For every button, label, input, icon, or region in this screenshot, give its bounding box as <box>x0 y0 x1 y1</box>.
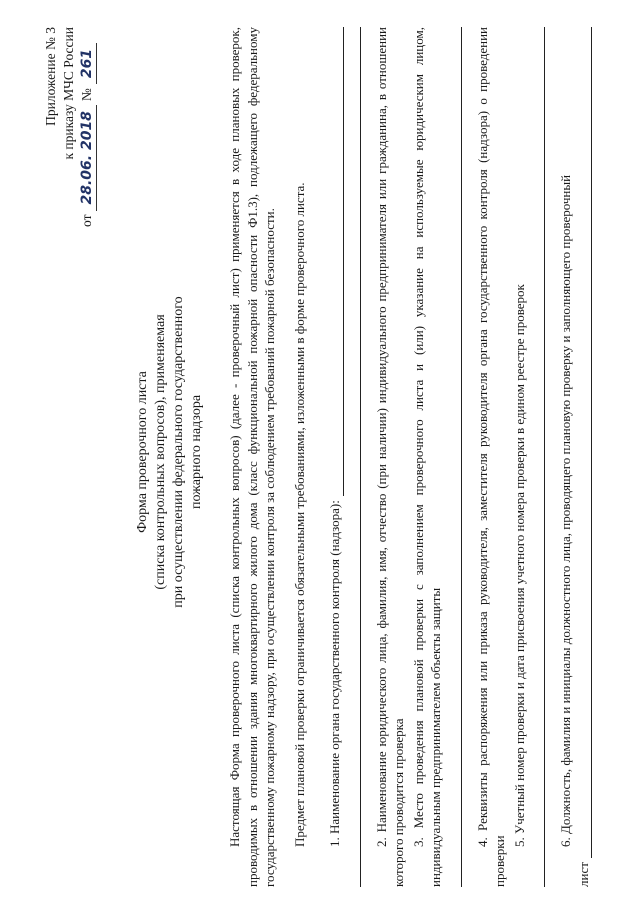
item-5-label: 5. Учетный номер проверки и дата присвоения учетного номера проверки в едином реестре проверок <box>511 284 527 847</box>
title-line-2: (списка контрольных вопросов), применяемая <box>153 314 168 590</box>
item-3-label: 3. Место проведения плановой проверки с заполнением проверочного листа и (или) указание на используемые юридическим лицом, индивидуальным предпринимателем объекты защиты <box>410 27 443 887</box>
appendix-date-line <box>78 27 97 227</box>
item-6-tail-row <box>575 27 593 887</box>
title-line-4: пожарного надзора <box>189 394 204 510</box>
title-line-3: при осуществлении федерального государственного <box>171 296 186 608</box>
appendix-order-ref: к приказу МЧС России <box>61 27 76 160</box>
document-body <box>226 27 592 887</box>
handwritten-date: 28.06. 2018 <box>78 105 97 210</box>
appendix-header <box>42 27 97 227</box>
item-6-tail: лист <box>575 862 591 887</box>
item-1-fill-line[interactable] <box>330 27 344 496</box>
item-5-fill-line[interactable] <box>530 27 545 887</box>
item-6-fill-line[interactable] <box>578 27 592 858</box>
handwritten-order-number: 261 <box>78 43 97 84</box>
item-4-label: 4. Реквизиты распоряжения или приказа руководителя, заместителя руководителя органа государственного контроля (надзора) о проведении проверки <box>474 27 507 887</box>
item-1-row <box>326 27 344 887</box>
item-3-fill-line[interactable] <box>447 27 462 887</box>
item-1-fill-line-2[interactable] <box>346 27 361 887</box>
document-title <box>134 17 206 887</box>
scope-paragraph: Предмет плановой проверки ограничивается обязательными требованиями, изложенными в форме проверочного листа. <box>291 182 307 847</box>
item-2-label: 2. Наименование юридического лица, фамилия, имя, отчество (при наличии) индивидуального предпринимателя или гражданина, в отношении которого проводится проверка <box>373 27 406 887</box>
number-label: № <box>79 88 94 102</box>
from-label: от <box>79 214 94 227</box>
title-line-1: Форма проверочного листа <box>135 371 150 533</box>
appendix-number: Приложение № 3 <box>43 27 58 126</box>
item-6-label: 6. Должность, фамилия и инициалы должностного лица, проводящего плановую проверку и заполняющего проверочный <box>558 174 573 847</box>
intro-paragraph: Настоящая Форма проверочного листа (списка контрольных вопросов) (далее - проверочный лист) применяется в ходе плановых проверок, проводимых в отношении здания многоквартирного жилого дома (класс функциональной пожарной опасности Ф1.3), подлежащего федеральному государственному пожарному надзору, при осуществлении контроля за соблюдением требований пожарной безопасности. <box>227 27 277 887</box>
item-1-label: 1. Наименование органа государственного контроля (надзора): <box>327 500 342 847</box>
